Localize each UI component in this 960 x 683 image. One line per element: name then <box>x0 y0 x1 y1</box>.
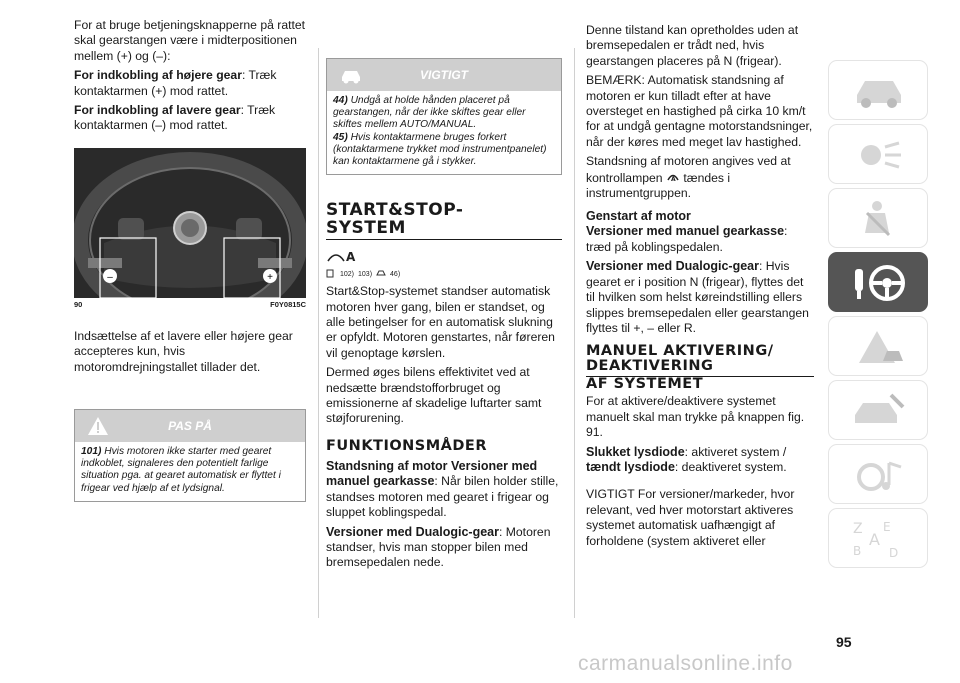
paragraph <box>586 224 814 255</box>
note-number: 44) <box>333 95 348 106</box>
paragraph <box>586 154 814 201</box>
text: tændes i instrumentgruppen. <box>586 170 731 201</box>
paragraph: BEMÆRK: Automatisk standsning af motoren er kun tilladt efter at have oversteget en hastighed på cirka 10 km/t for at undgå gentagne motorstandsninger, når der køres med meget lav hastighed. <box>586 73 813 149</box>
airbag-seat-icon <box>849 197 909 241</box>
text: : deaktiveret system. <box>674 459 787 474</box>
important-body <box>327 91 561 174</box>
note-text: Undgå at holde hånden placeret på gearstangen, når der ikke skiftes gear eller skiftes mellem AUTO/MANUAL. <box>333 95 526 131</box>
ref: 103) <box>358 271 373 279</box>
important-header <box>327 59 561 91</box>
figure-caption <box>74 300 306 309</box>
subsection-title: FUNKTIONSMÅDER <box>326 437 487 454</box>
paragraph: Denne tilstand kan opretholdes uden at bremsepedalen er trådt ned, hvis gearstangen placeres på N (frigear). <box>586 23 799 68</box>
important-box <box>326 58 562 175</box>
paragraph: For at aktivere/deaktivere systemet manuelt skal man trykke på knappen fig. 91. <box>586 394 805 440</box>
tab-multimedia[interactable] <box>828 444 928 504</box>
steering-key-icon <box>849 261 909 305</box>
ref: 102) <box>340 271 355 279</box>
text: : Træk kontaktarmen (+) mod rattet. <box>74 68 277 98</box>
column-3 <box>586 23 814 549</box>
steering-wheel-figure <box>74 148 306 298</box>
section-title <box>326 201 562 240</box>
text: : Når bilen holder stille, standses motoren med gearet i frigear og sluppet koblingspedal. <box>326 474 559 520</box>
chapter-tabs <box>828 60 932 572</box>
bold-term: For indkobling af højere gear <box>74 68 242 83</box>
svg-text:A: A <box>670 175 676 182</box>
car-icon <box>849 69 909 113</box>
bold-term: For indkobling af lavere gear <box>74 103 241 118</box>
multimedia-icon <box>849 453 909 497</box>
page-number: 95 <box>836 634 852 650</box>
text: : Træk kontaktarmen (–) mod rattet. <box>74 103 276 133</box>
paragraph <box>586 259 814 336</box>
tab-emergency[interactable] <box>828 316 928 376</box>
start-stop-indicator-icon <box>666 170 680 182</box>
index-letters-icon <box>849 517 909 561</box>
paragraph <box>326 525 562 571</box>
service-car-icon <box>849 389 909 433</box>
column-divider <box>574 48 575 618</box>
bold-term: Versioner med Dualogic-gear <box>586 259 759 274</box>
start-stop-icon <box>326 246 364 264</box>
section-title-line: DEAKTIVERING <box>586 359 814 377</box>
fuel-icon <box>326 268 336 278</box>
column-1 <box>74 18 306 502</box>
paragraph: For at bruge betjeningsknapperne på rattet skal gearstangen være i midterpositionen mellem (+) og (–): <box>74 18 306 63</box>
section-title-line: AF SYSTEMET <box>586 376 704 393</box>
tab-index[interactable] <box>828 508 928 568</box>
ref-row <box>326 268 562 278</box>
text: Standsning af motoren angives ved at kontrollampen <box>586 154 791 185</box>
paragraph <box>326 459 562 521</box>
car-icon <box>376 268 386 278</box>
bold-term: Standsning af motor Versioner med manuel gearkasse <box>326 458 538 489</box>
svg-text:–: – <box>107 271 113 283</box>
figure-code: F0Y0815C <box>270 299 306 309</box>
bold-term: Versioner med manuel gearkasse <box>586 224 785 239</box>
tab-maintenance[interactable] <box>828 380 928 440</box>
svg-text:Z: Z <box>853 521 863 537</box>
tab-safety[interactable] <box>828 188 928 248</box>
warning-text: Hvis motoren ikke starter med gearet indkoblet, signaleres den potentielt farlige situation pga. at gearet automatisk er flyttet i frigear ved hjælp af et lydsignal. <box>81 446 281 494</box>
svg-text:+: + <box>267 271 273 283</box>
svg-text:A: A <box>869 530 880 549</box>
svg-text:E: E <box>883 520 891 534</box>
warning-header <box>75 410 305 442</box>
warning-road-icon <box>849 325 909 369</box>
subsection-title: Genstart af motor <box>586 209 691 224</box>
warning-body <box>75 442 305 501</box>
ref: 46) <box>390 271 401 279</box>
note-text: Hvis kontaktarmene bruges forkert (kontaktarmene trykket mod instrumentpanelet) kan kontaktarmene gå i stykker. <box>333 131 547 168</box>
lights-icon <box>849 133 909 177</box>
paragraph: VIGTIGT For versioner/markeder, hvor relevant, ved hver motorstart aktiveres systemet automatisk uafhængigt af forholdene (system aktiveret eller <box>586 487 795 548</box>
important-title: VIGTIGT <box>420 68 468 82</box>
svg-text:B: B <box>853 544 862 558</box>
warning-box <box>74 409 306 502</box>
icon-references <box>326 246 562 264</box>
warning-title: PAS PÅ <box>168 419 212 434</box>
tab-lights[interactable] <box>828 124 928 184</box>
text: : Motoren standser, hvis man stopper bilen med bremsepedalen nede. <box>326 524 551 570</box>
watermark: carmanualsonline.info <box>578 652 793 675</box>
bold-term: Versioner med Dualogic-gear <box>326 524 499 539</box>
column-2 <box>326 58 562 571</box>
paragraph: Indsættelse af et lavere eller højere gear accepteres kun, hvis motoromdrejningstallet tillader det. <box>74 328 293 374</box>
steering-wheel-illustration <box>74 148 306 298</box>
svg-text:A: A <box>346 250 356 265</box>
column-divider <box>318 48 319 618</box>
text: : Hvis gearet er i position N (frigear), flyttes det til hvilken som helst køreindstilling ellers slippes bremsepedalen eller gearstangen flyttes til +, – eller R. <box>586 259 809 335</box>
bold-term: Slukket lysdiode <box>586 444 685 459</box>
note-number: 101) <box>81 446 102 458</box>
text: : aktiveret system / <box>684 444 787 459</box>
note-number: 45) <box>333 131 348 143</box>
paragraph <box>586 460 814 475</box>
section-title-line: MANUEL AKTIVERING/ <box>586 343 774 360</box>
figure-number: 90 <box>74 299 83 309</box>
paragraph: Start&Stop-systemet standser automatisk motoren hver gang, bilen er standset, og alle betingelser for en automatisk slukning er opfyldt. Motoren genstartes, når føreren vil genoptage kørslen. <box>326 284 555 360</box>
text: : træd på koblingspedalen. <box>586 224 788 254</box>
paragraph: Dermed øges bilens effektivitet ved at nedsætte brændstofforbruget og emissionerne af skadelige luftarter samt støjforurening. <box>326 365 542 426</box>
paragraph <box>586 445 814 460</box>
svg-text:D: D <box>889 546 899 560</box>
paragraph <box>74 103 306 134</box>
bold-term: tændt lysdiode <box>586 459 675 474</box>
tab-starting-driving[interactable] <box>828 252 928 312</box>
tab-car[interactable] <box>828 60 928 120</box>
section-title-line: SYSTEM <box>326 218 406 239</box>
section-title <box>586 344 814 392</box>
paragraph <box>74 68 306 99</box>
section-title-line: START&STOP- <box>326 200 464 221</box>
